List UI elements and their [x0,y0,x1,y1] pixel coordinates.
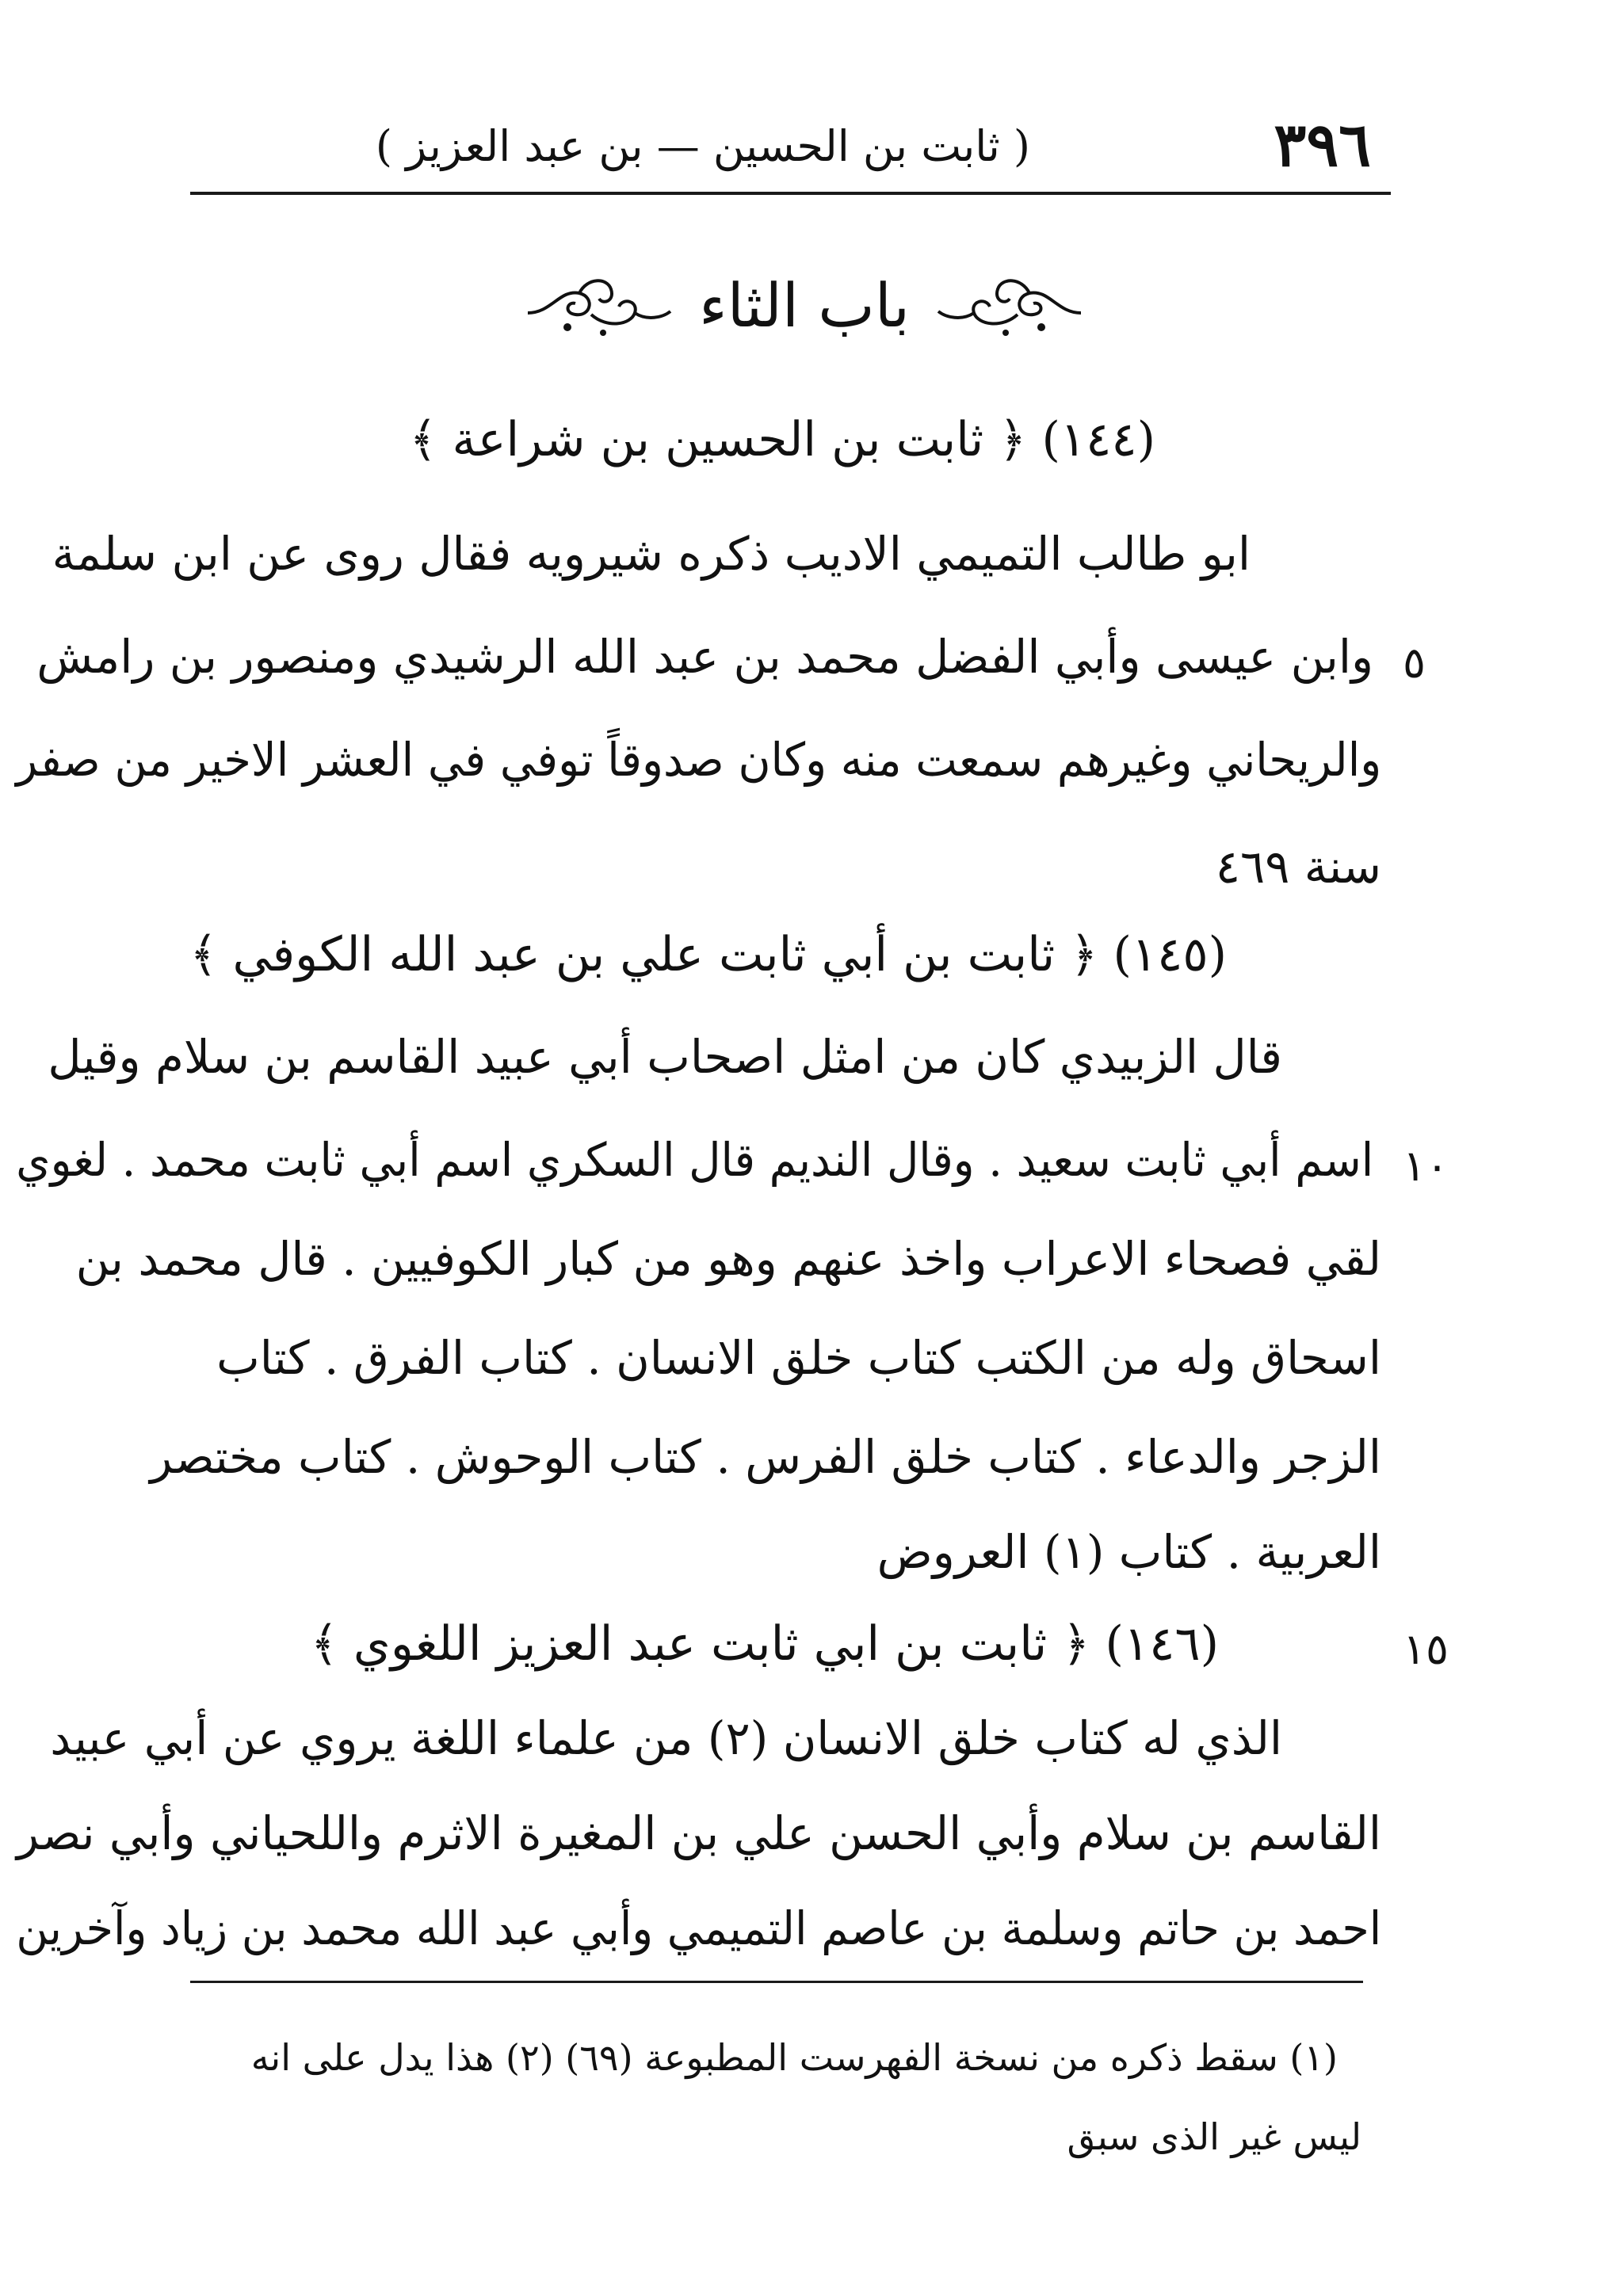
footnote-rule [190,1981,1363,1983]
text-line: الذي له كتاب خلق الانسان (٢) من علماء اللغة يروي عن أبي عبيد [50,1711,1282,1765]
line-number: ٥ [1403,638,1426,688]
entry-heading-146: (١٤٦) ﴿ ثابت بن ابي ثابت عبد العزيز اللغوي ﴾ [310,1616,1219,1672]
footnote-line: ليس غير الذى سبق [1067,2115,1361,2158]
text-line: احمد بن حاتم وسلمة بن عاصم التميمي وأبي عبد الله محمد بن زياد وآخرين [16,1901,1381,1955]
scroll-flourish-icon [520,265,678,345]
page-number: ٣٩٦ [1274,109,1371,180]
entry-heading-144: (١٤٤) ﴿ ثابت بن الحسين بن شراعة ﴾ [409,412,1155,467]
line-number: ١٠ [1403,1141,1449,1191]
text-line: قال الزبيدي كان من امثل اصحاب أبي عبيد القاسم بن سلام وقيل [48,1030,1282,1084]
line-number: ١٥ [1403,1624,1449,1674]
section-heading [475,257,1133,353]
text-line: والريحاني وغيرهم سمعت منه وكان صدوقاً توفي في العشر الاخير من صفر [16,733,1381,787]
running-title: ( ثابت بن الحسين — بن عبد العزيز ) [375,121,1030,171]
text-line: سنة ٤٦٩ [1215,840,1381,894]
page-header [190,93,1387,189]
footnote-line: (١) سقط ذكره من نسخة الفهرست المطبوعة (٦٩) (٢) هذا يدل على انه [250,2036,1338,2079]
text-line: ابو طالب التميمي الاديب ذكره شيرويه فقال روى عن ابن سلمة [52,527,1251,581]
entry-heading-145: (١٤٥) ﴿ ثابت بن أبي ثابت علي بن عبد الله الكوفي ﴾ [189,927,1227,982]
header-rule [190,192,1391,195]
text-line: الزجر والدعاء . كتاب خلق الفرس . كتاب الوحوش . كتاب مختصر [150,1430,1381,1484]
text-line: اسم أبي ثابت سعيد . وقال النديم قال السكري اسم أبي ثابت محمد . لغوي [16,1133,1373,1187]
text-line: اسحاق وله من الكتب كتاب خلق الانسان . كتاب الفرق . كتاب [216,1331,1381,1385]
text-line: القاسم بن سلام وأبي الحسن علي بن المغيرة الاثرم واللحياني وأبي نصر [17,1806,1381,1860]
section-title: باب الثاء [698,269,911,341]
text-line: وابن عيسى وأبي الفضل محمد بن عبد الله الرشيدي ومنصور بن رامش [36,630,1373,684]
text-line: لقي فصحاء الاعراب واخذ عنهم وهو من كبار الكوفيين . قال محمد بن [75,1232,1381,1286]
text-line: العربية . كتاب (١) العروض [876,1525,1381,1579]
scroll-flourish-icon [930,265,1089,345]
